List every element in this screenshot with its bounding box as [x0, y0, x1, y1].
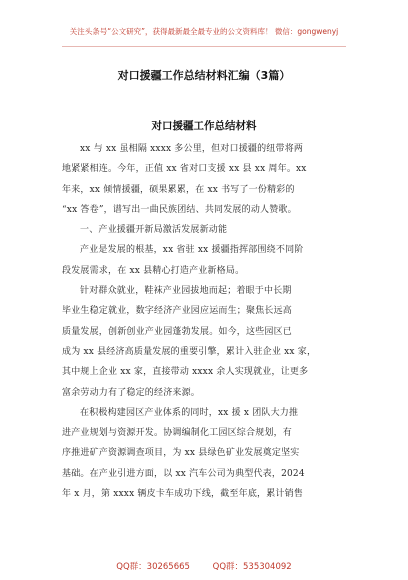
body-line: 成为 xx 县经济高质量发展的重要引擎，累计入驻企业 xx 家， [62, 346, 317, 357]
body-line: 进产业规划与资源开发。协调编制化工园区综合规划，有 [62, 428, 293, 439]
body-line: “xx 答卷”，谱写出一曲民族团结、共同发展的动人赞歌。 [62, 204, 297, 215]
body-line: 质量发展，创新创业产业园蓬勃发展。如今，这些园区已 [62, 326, 293, 337]
body-line: 毕业生稳定就业，数字经济产业园应运而生；聚焦长远高 [62, 306, 293, 317]
body-line: 在积极构建园区产业体系的同时，xx 援 x 团队大力推 [80, 407, 299, 418]
body-line: 年来，xx 倾情援疆，硕果累累，在 xx 书写了一份精彩的 [62, 184, 295, 195]
body-line: 针对群众就业，鞋袜产业园拔地而起；着眼于中长期 [80, 286, 292, 297]
qq-group-2: QQ群：535304092 [212, 562, 292, 572]
contact-footer [0, 560, 408, 572]
promo-header: 关注头条号“公文研究”，获得最新最全最专业的公文资料库！ 微信：gongwenyj [69, 27, 339, 36]
document-title: 对口援疆工作总结材料汇编（3篇） [117, 69, 291, 82]
body-line: 年 x 月，第 xxxx 辆皮卡车成功下线，截至年底，累计销售 [62, 489, 304, 500]
qq-group-1: QQ群：30265665 [116, 562, 190, 572]
body-line: 基础。在产业引进方面，以 xx 汽车公司为典型代表，2024 [62, 468, 305, 479]
body-line: 其中规上企业 xx 家，直接带动 xxxx 余人实现就业，让更多 [62, 367, 309, 378]
body-line: 地紧紧相连。今年，正值 xx 省对口支援 xx 县 xx 周年。xx [62, 164, 307, 175]
body-line: 序推进矿产资源调查项目，为 xx 县绿色矿业发展奠定坚实 [62, 448, 300, 459]
header-divider [62, 46, 346, 47]
section-heading: 一、产业援疆开新局激活发展新动能 [80, 225, 228, 236]
document-body [62, 139, 352, 504]
section-title: 对口援疆工作总结材料 [151, 120, 257, 132]
body-line: 富余劳动力有了稳定的经济来源。 [62, 387, 201, 398]
body-line: xx 与 xx 虽相隔 xxxx 多公里，但对口援疆的纽带将两 [80, 144, 304, 154]
body-line: 段发展需求，在 xx 县精心打造产业新格局。 [62, 265, 245, 276]
body-line: 产业是发展的根基，xx 省驻 xx 援疆指挥部围绕不同阶 [80, 245, 304, 256]
